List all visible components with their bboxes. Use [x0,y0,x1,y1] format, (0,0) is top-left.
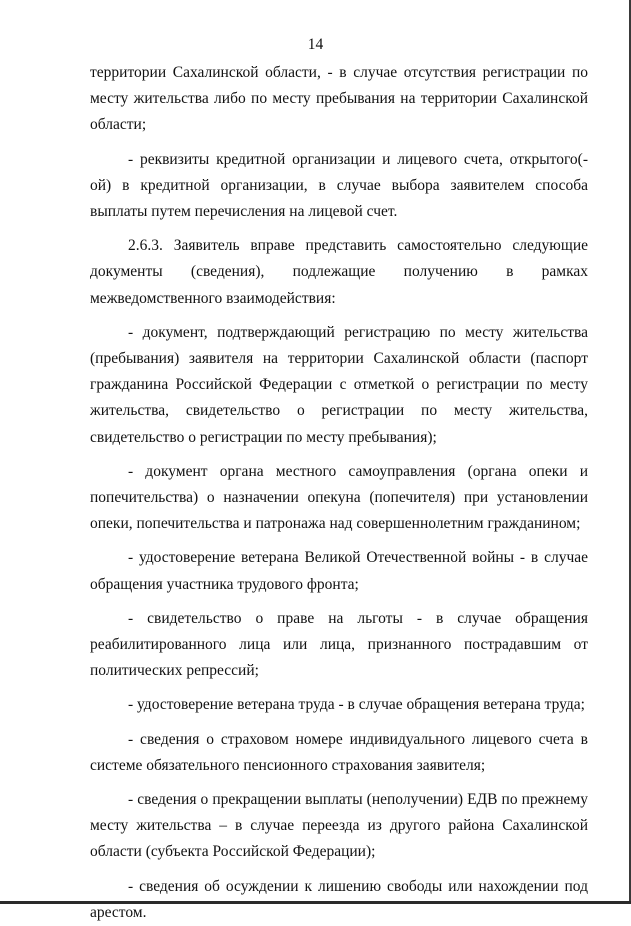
list-item-insurance-number: - сведения о страховом номере индивидуального лицевого счета в системе обязательного пенсионного страхования заявителя; [90,730,588,774]
paragraph-continuation: территории Сахалинской области, - в случае отсутствия регистрации по месту жительства либо по месту пребывания на территории Сахалинской области; [90,64,588,134]
page-number: 14 [307,36,324,53]
paragraph-2-6-3: 2.6.3. Заявитель вправе представить самостоятельно следующие документы (сведения), подлежащие получению в рамках межведомственного взаимодействия: [90,237,588,307]
list-item-registration-document: - документ, подтверждающий регистрацию по месту жительства (пребывания) заявителя на территории Сахалинской области (паспорт гражданина Российской Федерации с отметкой о регистрации по месту жительства, свидетельство о регистрации по месту жительства, свидетельство о регистрации по месту пребывания); [90,323,588,446]
list-item-guardianship-document: - документ органа местного самоуправления (органа опеки и попечительства) о назначении опекуна (попечителя) при установлении опеки, попечительства и патронажа над совершеннолетним гражданином; [90,462,588,533]
list-item-benefits-certificate: - свидетельство о праве на льготы - в случае обращения реабилитированного лица или лица, признанного пострадавшим от политических репрессий; [90,609,588,680]
list-item-conviction-info: - сведения об осуждении к лишению свободы или нахождении под арестом. [90,877,588,921]
list-item-war-veteran-certificate: - удостоверение ветерана Великой Отечественной войны - в случае обращения участника трудового фронта; [90,549,588,593]
list-item-labor-veteran-certificate: - удостоверение ветерана труда - в случае обращения ветерана труда; [128,696,585,714]
paragraph-bank-details: - реквизиты кредитной организации и лицевого счета, открытого(-ой) в кредитной организации, в случае выбора заявителем способа выплаты путем перечисления на лицевой счет. [90,150,588,221]
list-item-payment-termination: - сведения о прекращении выплаты (неполучении) ЕДВ по прежнему месту жительства – в случае переезда из другого района Сахалинской области (субъекта Российской Федерации); [90,791,588,861]
document-body [90,60,588,926]
